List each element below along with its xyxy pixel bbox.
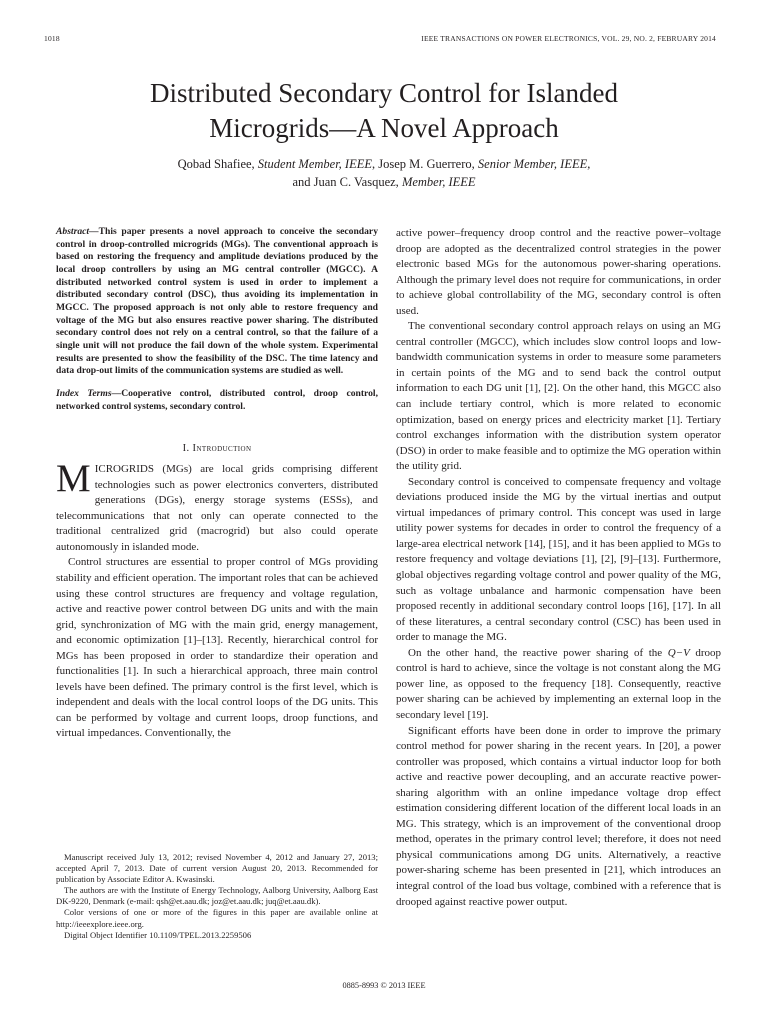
author-2-role: Senior Member, IEEE,: [477, 157, 591, 171]
right-paragraph-2: The conventional secondary control approach relays on using an MG central controller (MGCC), which includes slow control loops and low-bandwidth communication systems in order to measure some parameters in certain points of the MG and to send back the control output information to each DG unit [1], [2]. On the other hand, this MGCC also can include tertiary control, which is more related to economic optimization, based on energy prices and electricity market [1]. Tertiary control exchanges information with the distribution system operator (DSO) in order to make feasible and to optimize the MG operation within the utility grid.: [396, 320, 721, 473]
index-terms-text: Cooperative control, distributed control, droop control, networked control systems, secondary control.: [56, 387, 378, 412]
title-line-2: Microgrids—A Novel Approach: [209, 113, 559, 143]
author-2-name: , Josep M. Guerrero,: [372, 157, 478, 171]
right-column: [396, 226, 721, 910]
right-paragraph-4-pre: On the other hand, the reactive power sharing of the: [408, 646, 668, 659]
intro-paragraph-2: Control structures are essential to proper control of MGs providing stability and efficient operation. The important roles that can be achieved using these control structures are frequency and voltage regulation, active and reactive power control between DG units and with the main grid, synchronization of MG with the main grid, energy management, and economic optimization [1]–[13]. Recently, hierarchical control for MGs has been proposed in order to standardize their operation and functionalities [1]. In such a hierarchical approach, three main control levels have been defined. The primary control is the first level, which is independent and deals with the local control loops of the DG units. This can be performed by voltage and current loops, droop functions, and virtual impedances. Conventionally, the: [56, 556, 378, 740]
drop-cap: M: [56, 457, 91, 501]
section-numeral: I.: [182, 443, 193, 455]
journal-header: IEEE TRANSACTIONS ON POWER ELECTRONICS, VOL. 29, NO. 2, FEBRUARY 2014: [421, 34, 716, 43]
title-line-1: Distributed Secondary Control for Islanded: [150, 78, 618, 108]
section-heading: [56, 443, 378, 454]
copyright-footer: 0885-8993 © 2013 IEEE: [342, 981, 426, 990]
index-terms-label: Index Terms—: [56, 387, 122, 399]
footnote-doi: Digital Object Identifier 10.1109/TPEL.2013.2259506: [64, 929, 252, 940]
intro-paragraph-1: [56, 457, 378, 555]
right-paragraph-5: Significant efforts have been done in order to improve the primary control method for power sharing in the recent years. In [20], a power controller was proposed, which contains a virtual inductor loop for both active and reactive power decoupling, and an accurate reactive power-sharing algorithm with an online impedance voltage drop effect estimation considering different location of the different local loads in an MG. This strategy, which is an improvement of the conventional droop method, operates in the primary control level; therefore, it does not need physical communications among DG units. Alternatively, a reactive power-sharing scheme has been presented in [21], which introduces an integral control of the load bus voltage, combined with a reference that is drooped against reactive power output.: [396, 724, 721, 908]
abstract-label: Abstract—: [56, 226, 99, 237]
abstract-text: This paper presents a novel approach to conceive the secondary control in droop-controlled microgrids (MGs). The conventional approach is based on restoring the frequency and amplitude deviations produced by the local droop controllers by using an MG central controller (MGCC). A distributed networked control system is used in order to implement a distributed secondary control (DSC), thus avoiding its implementation in MGCC. The proposed approach is not only able to restore frequency and voltage of the MG but also ensures reactive power sharing. The distributed secondary control does not rely on a central control, so that the failure of a single unit will not produce the fail down of the whole system. Experimental results are presented to show the feasibility of the DSC. The time latency and data drop-out limits of the communication systems are studied as well.: [56, 226, 378, 377]
author-1-name: Qobad Shafiee,: [177, 157, 258, 171]
right-paragraph-3: Secondary control is conceived to compensate frequency and voltage deviations produced inside the MG by the virtual inertias and output virtual impedances of primary control. This concept was used in large utility power systems for decades in order to control the frequency of a large-area electrical network [14], [15], and it has been applied to MGs to restore frequency and voltage deviations [1], [2], [9]–[13]. Furthermore, global objectives regarding voltage control and power quality of the MG, such as voltage unbalance and harmonic compensation have been proposed recently in additional secondary control loops [16], [17]. In all of these literatures, a central secondary control (CSC) has been used in order to manage the MG.: [396, 475, 721, 644]
intro-paragraph-1-text: ICROGRIDS (MGs) are local grids comprising different technologies such as power electronics converters, distributed generations (DGs), energy storage systems (ESSs), and telecommunications that not only can operate connected to the traditional centralized grid (macrogrid) but also could operate autonomously in islanded mode.: [56, 463, 378, 553]
author-1-role: Student Member, IEEE: [257, 157, 372, 171]
footnote-color: Color versions of one or more of the figures in this paper are available online at http://ieeexplore.ieee.org.: [56, 907, 378, 929]
right-paragraph-4-post: droop control is hard to achieve, since the voltage is not constant along the MG power line, as opposed to the frequency [18]. Consequently, reactive power sharing can be achieved by implementing an external loop in the secondary level [19].: [396, 646, 721, 721]
paper-title: [0, 76, 768, 146]
index-terms: [56, 388, 378, 413]
section-title: Introduction: [192, 443, 252, 455]
author-list: [0, 155, 768, 191]
page-number: 1018: [44, 34, 60, 43]
right-paragraph-1: active power–frequency droop control and the reactive power–voltage droop are adopted as the decentralized control strategies in the power electronic based MGs for the autonomous power-sharing operations. Although the primary level does not require for communications, in order to achieve global controllability of the MG, secondary control is often used.: [396, 227, 721, 317]
math-q-v: Q−V: [667, 646, 690, 659]
footnote-manuscript: Manuscript received July 13, 2012; revised November 4, 2012 and January 27, 2013; accepted April 7, 2013. Date of current version August 20, 2013. Recommended for publication by Associate Editor A. Kwasinski.: [56, 852, 378, 885]
footnotes: [56, 852, 378, 941]
abstract: [56, 226, 378, 378]
right-paragraph-4: [396, 646, 721, 724]
footnote-affiliation: The authors are with the Institute of Energy Technology, Aalborg University, Aalborg East DK-9220, Denmark (e-mail: qsh@et.aau.dk; joz@et.aau.dk; juq@et.aau.dk).: [56, 885, 378, 907]
left-column: [56, 226, 378, 742]
author-3-name: and Juan C. Vasquez,: [292, 175, 402, 189]
author-3-role: Member, IEEE: [401, 175, 476, 189]
